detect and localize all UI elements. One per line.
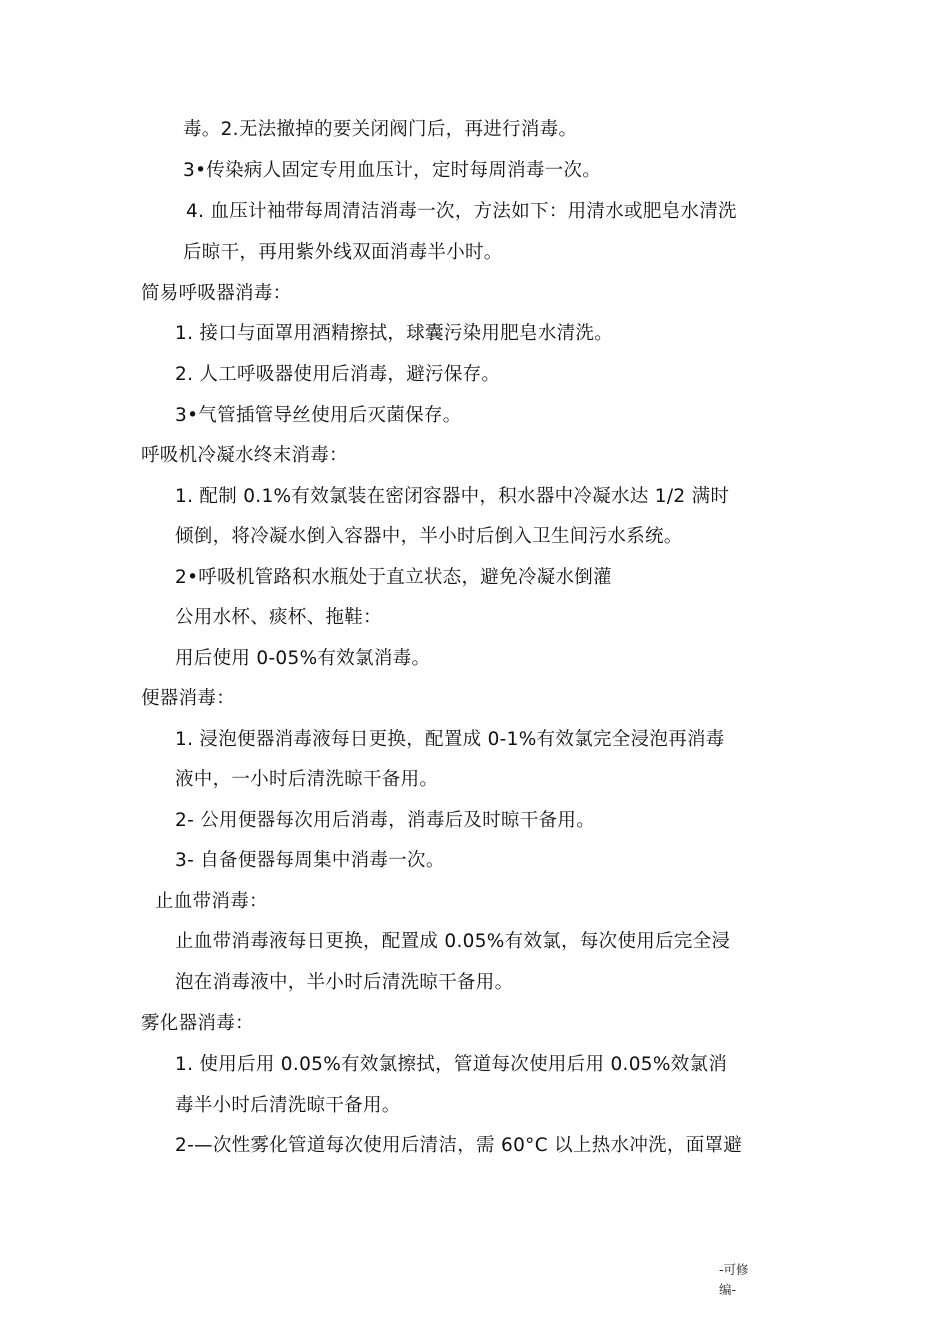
text-line: 毒半小时后清洗晾干备用。	[175, 1095, 401, 1116]
text-line: 3•传染病人固定专用血压计，定时每周消毒一次。	[183, 160, 602, 181]
text-line: 止血带消毒液每日更换，配置成 0.05%有效氯，每次使用后完全浸	[175, 931, 731, 952]
section-heading: 呼吸机冷凝水终末消毒：	[141, 445, 348, 466]
text-line: 2- 公用便器每次用后消毒，消毒后及时晾干备用。	[175, 810, 596, 831]
text-line: 1. 浸泡便器消毒液每日更换，配置成 0-1%有效氯完全浸泡再消毒	[175, 729, 725, 750]
page-footer	[719, 1260, 749, 1300]
text-line: 4. 血压计袖带每周清洁消毒一次，方法如下：用清水或肥皂水清洗	[186, 201, 737, 222]
section-heading: 雾化器消毒：	[141, 1013, 254, 1034]
section-heading: 简易呼吸器消毒：	[141, 283, 292, 304]
text-line: 1. 接口与面罩用酒精擦拭，球囊污染用肥皂水清洗。	[175, 323, 614, 344]
section-heading: 便器消毒：	[141, 688, 236, 709]
text-line: 倾倒，将冷凝水倒入容器中，半小时后倒入卫生间污水系统。	[175, 526, 683, 547]
sub-heading: 公用水杯、痰杯、拖鞋：	[175, 607, 382, 628]
footer-line: 编-	[719, 1282, 737, 1297]
text-line: 液中，一小时后清洗晾干备用。	[175, 769, 439, 790]
text-line: 泡在消毒液中，半小时后清洗晾干备用。	[175, 972, 514, 993]
text-line: 用后使用 0-05%有效氯消毒。	[175, 648, 431, 669]
text-line: 1. 配制 0.1%有效氯装在密闭容器中，积水器中冷凝水达 1/2 满时	[175, 486, 730, 507]
text-line: 2•呼吸机管路积水瓶处于直立状态，避免冷凝水倒灌	[175, 567, 612, 588]
text-line: 3- 自备便器每周集中消毒一次。	[175, 850, 445, 871]
text-line: 2-—次性雾化管道每次使用后清洁，需 60°C 以上热水冲洗，面罩避	[175, 1135, 743, 1156]
section-heading: 止血带消毒：	[155, 891, 268, 912]
text-line: 后晾干，再用紫外线双面消毒半小时。	[183, 242, 503, 263]
footer-line: -可修	[719, 1262, 749, 1277]
text-line: 1. 使用后用 0.05%有效氯擦拭，管道每次使用后用 0.05%效氯消	[175, 1054, 728, 1075]
text-line: 2. 人工呼吸器使用后消毒，避污保存。	[175, 364, 501, 385]
text-line: 3•气管插管导丝使用后灭菌保存。	[175, 405, 462, 426]
text-line: 毒。2.无法撤掉的要关闭阀门后，再进行消毒。	[183, 119, 578, 140]
